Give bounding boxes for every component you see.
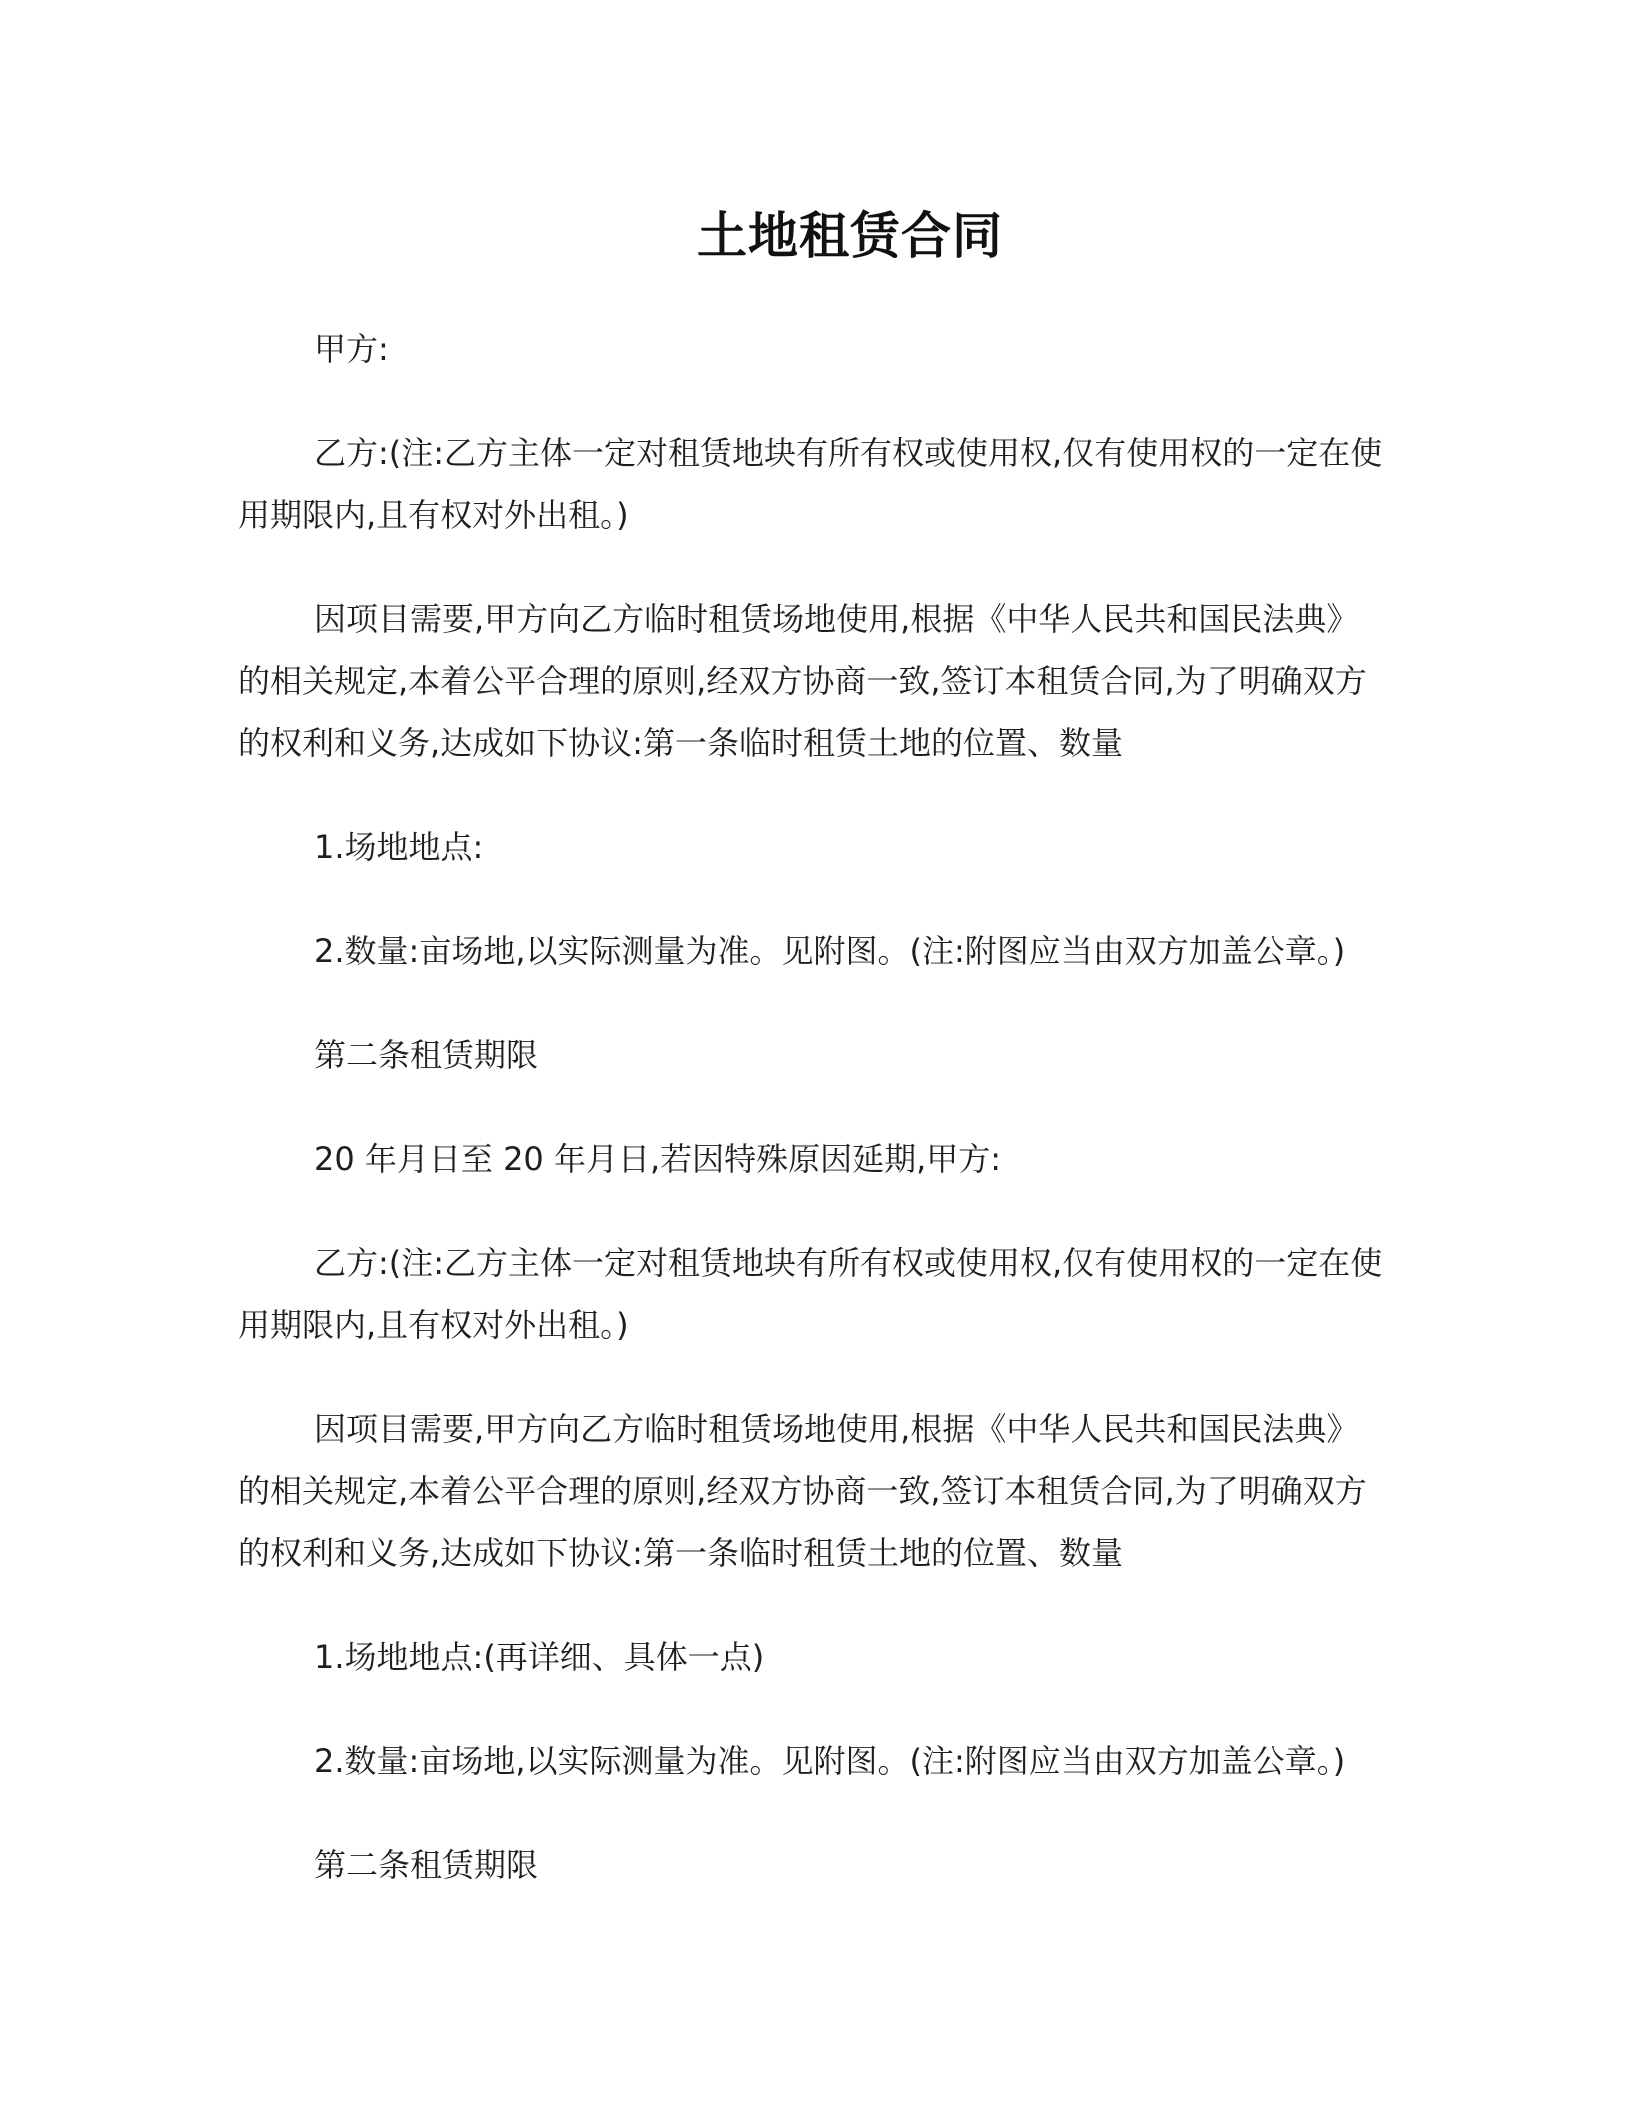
site-location-line: 1.场地地点: — [314, 828, 484, 866]
article-two-heading-repeat: 第二条租赁期限 — [314, 1846, 539, 1884]
quantity-line-repeat: 2.数量:亩场地,以实际测量为准。见附图。(注:附图应当由双方加盖公章。) — [314, 1742, 1346, 1780]
purpose-paragraph-repeat: 因项目需要,甲方向乙方临时租赁场地使用,根据《中华人民共和国民法典》的相关规定,本着公平合理的原则,经双方协商一致,签订本租赁合同,为了明确双方的权利和义务,达成如下协议:第一条临时租赁土地的位置、数量 — [238, 1410, 1367, 1572]
party-b-note: 乙方:(注:乙方主体一定对租赁地块有所有权或使用权,仅有使用权的一定在使用期限内,且有权对外出租。) — [238, 434, 1383, 534]
lease-term-line: 20 年月日至 20 年月日,若因特殊原因延期,甲方: — [314, 1140, 1002, 1178]
party-b-note-repeat: 乙方:(注:乙方主体一定对租赁地块有所有权或使用权,仅有使用权的一定在使用期限内,且有权对外出租。) — [238, 1244, 1383, 1344]
document-title: 土地租赁合同 — [697, 207, 1003, 265]
quantity-line: 2.数量:亩场地,以实际测量为准。见附图。(注:附图应当由双方加盖公章。) — [314, 932, 1346, 970]
party-a-line: 甲方: — [314, 330, 389, 368]
document-body — [238, 318, 1388, 1936]
article-two-heading: 第二条租赁期限 — [314, 1036, 539, 1074]
purpose-paragraph: 因项目需要,甲方向乙方临时租赁场地使用,根据《中华人民共和国民法典》的相关规定,本着公平合理的原则,经双方协商一致,签订本租赁合同,为了明确双方的权利和义务,达成如下协议:第一条临时租赁土地的位置、数量 — [238, 600, 1367, 762]
site-location-detail-line: 1.场地地点:(再详细、具体一点) — [314, 1638, 765, 1676]
